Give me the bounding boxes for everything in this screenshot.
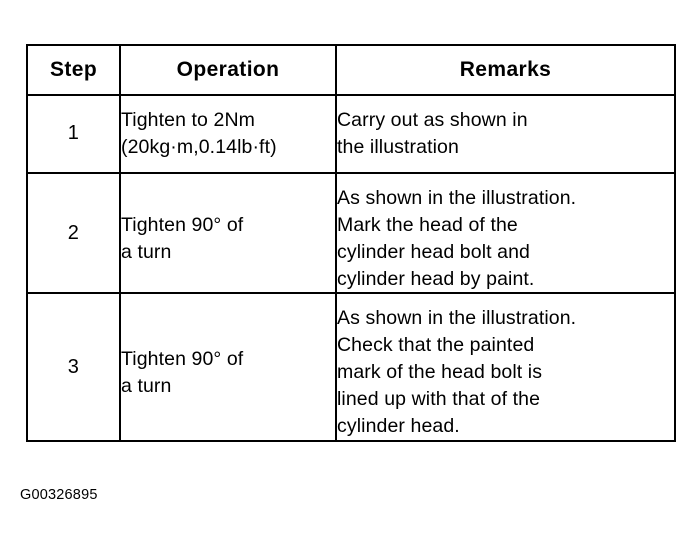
remarks-line: the illustration <box>337 135 459 158</box>
remarks-line: Carry out as shown in <box>337 109 528 131</box>
remarks-line: cylinder head. <box>337 415 460 438</box>
remarks-line: As shown in the illustration. <box>337 307 577 330</box>
remarks-line: cylinder head bolt and <box>337 240 531 263</box>
table-header-row <box>27 45 675 95</box>
remarks-line: cylinder head by paint. <box>337 267 535 290</box>
column-header-step: Step <box>27 45 120 95</box>
operation-line: (20kg·m,0.14lb·ft) <box>121 135 277 158</box>
table-row <box>27 95 675 173</box>
step-number: 1 <box>27 95 120 173</box>
operation-line: Tighten to 2Nm <box>121 109 255 131</box>
remarks-line: Mark the head of the <box>337 213 518 236</box>
column-header-operation: Operation <box>120 45 336 95</box>
step-number: 3 <box>27 293 120 441</box>
remarks-line: As shown in the illustration. <box>337 186 577 209</box>
tightening-procedure-table-wrapper <box>26 44 674 442</box>
operation-line: Tighten 90° of <box>121 347 244 370</box>
operation-line: a turn <box>121 240 172 263</box>
remarks-text <box>336 173 675 294</box>
remarks-line: Check that the painted <box>337 334 535 357</box>
column-header-remarks: Remarks <box>336 45 675 95</box>
operation-text <box>120 173 336 294</box>
operation-line: Tighten 90° of <box>121 213 244 236</box>
tightening-procedure-table <box>26 44 676 442</box>
remarks-line: mark of the head bolt is <box>337 361 543 384</box>
figure-code: G00326895 <box>20 487 98 503</box>
table-row <box>27 173 675 294</box>
remarks-text <box>336 293 675 441</box>
step-number: 2 <box>27 173 120 294</box>
remarks-text <box>336 95 675 173</box>
operation-line: a turn <box>121 374 172 397</box>
operation-text <box>120 293 336 441</box>
table-row <box>27 293 675 441</box>
remarks-line: lined up with that of the <box>337 388 541 411</box>
operation-text <box>120 95 336 173</box>
